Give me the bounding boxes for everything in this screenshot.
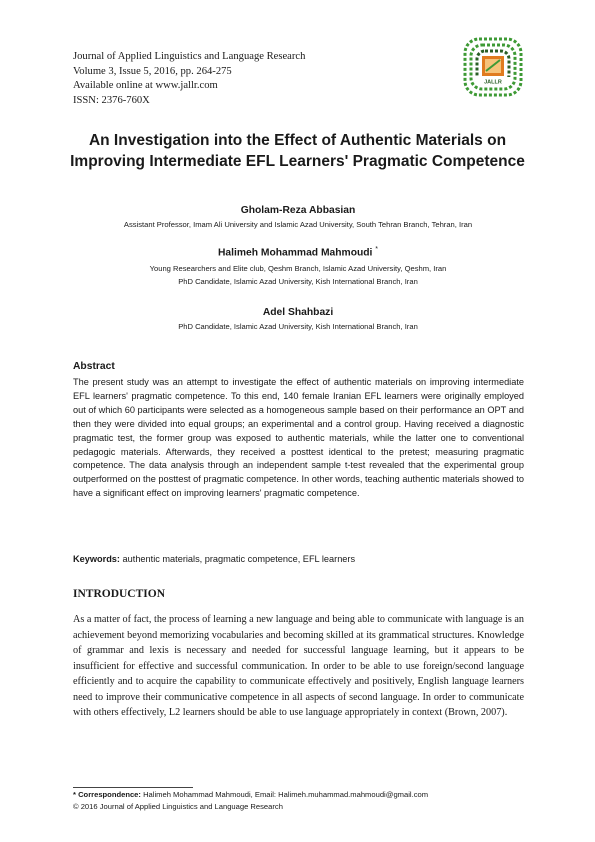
keywords-label: Keywords: — [73, 554, 120, 564]
author-affiliation: Assistant Professor, Imam Ali University and Islamic Azad University, South Tehran Branch, Tehran, Iran — [123, 220, 473, 229]
logo-text: JALLR — [484, 79, 502, 86]
author-affiliation: PhD Candidate, Islamic Azad University, Kish International Branch, Iran — [178, 322, 418, 331]
journal-issn: ISSN: 2376-760X — [73, 94, 150, 106]
keywords — [73, 554, 355, 564]
abstract-text: The present study was an attempt to investigate the effect of authentic materials on improving intermediate EFL learners' pragmatic competence. To this end, 140 female Iranian EFL learners were originally employed out of which 60 participants were selected as a homogeneous sample based on their performance an OPT and then they were divided into equal groups; an experimental and a control group. Having received a diagnostic pragmatic test, the former group was exposed to authentic materials, while the latter one to conventional pedagogic materials. Afterwards, they received a posttest identical to the pretest; measuring pragmatic competence. The data analysis through an independent sample t-test revealed that the experimental group outperformed on the posttest of pragmatic competence. In other words, teaching authentic materials showed to have a significant effect on improving learners' pragmatic competence. — [73, 377, 524, 499]
author-name-corresponding: Halimeh Mohammad Mahmoudi * — [217, 246, 379, 259]
abstract-heading: Abstract — [73, 361, 115, 372]
title-line-2: Improving Intermediate EFL Learners' Pragmatic Competence — [70, 153, 525, 170]
correspondence-text: Halimeh Mohammad Mahmoudi, Email: Halimeh.muhammad.mahmoudi@gmail.com — [143, 790, 429, 799]
section-heading-introduction: INTRODUCTION — [73, 588, 166, 600]
correspondence-label: * Correspondence: — [73, 790, 141, 799]
journal-name: Journal of Applied Linguistics and Language Research — [73, 51, 306, 62]
journal-info — [73, 50, 305, 108]
journal-volume: Volume 3, Issue 5, 2016, pp. 264-275 — [73, 65, 232, 77]
author-affiliation: Young Researchers and Elite club, Qeshm Branch, Islamic Azad University, Qeshm, Iran PhD Candidate, Islamic Azad University, Kish International Branch, Iran — [149, 264, 447, 286]
introduction-text: As a matter of fact, the process of learning a new language and being able to communicate with language is an achievement beyond memorizing vocabularies and becoming skilled at its grammatical structures. Knowledge of grammar and lexis is necessary and needed for successful language learning, but it appears to be insufficient for effective and successful communication. In order to be able to use foreign/second language efficiently and to acquire the capability to communicate effectively and positively, English language learners need to improve their communicative competence in all aspects of second language. In order to communicate with others effectively, L2 learners should be able to use language appropriately in context (Brown, 2007). — [73, 614, 524, 718]
keywords-text: authentic materials, pragmatic competence, EFL learners — [122, 554, 356, 564]
footnote — [73, 789, 428, 813]
title-line-1: An Investigation into the Effect of Authentic Materials on — [88, 132, 507, 149]
journal-availability: Available online at www.jallr.com — [73, 80, 218, 92]
correspondence-line — [73, 789, 428, 801]
author-name: Gholam-Reza Abbasian — [240, 205, 356, 216]
footnote-divider — [73, 787, 193, 788]
author-name: Adel Shahbazi — [262, 307, 334, 318]
copyright-line: © 2016 Journal of Applied Linguistics and Language Research — [73, 802, 283, 811]
journal-logo — [463, 37, 523, 97]
corresponding-mark: * — [375, 246, 379, 253]
paper-title — [40, 130, 555, 172]
